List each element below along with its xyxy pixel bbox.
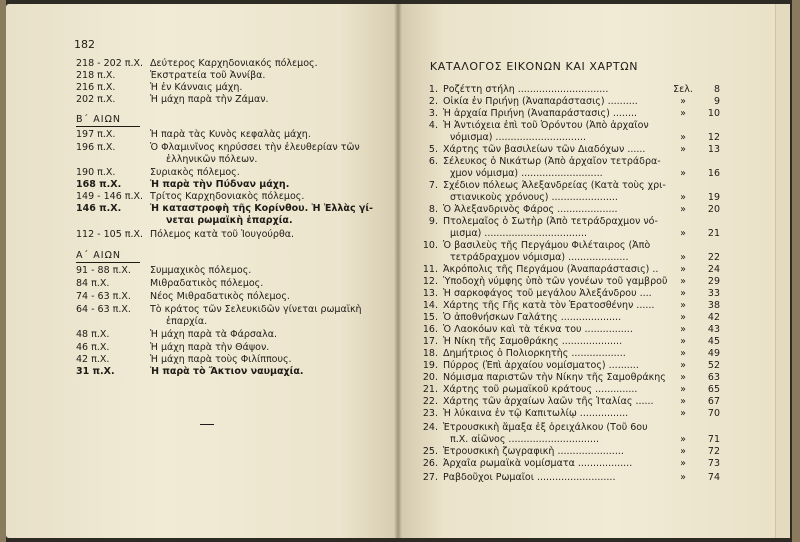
year: 31 π.Χ. — [76, 366, 115, 377]
entry-number: 5. — [428, 144, 438, 155]
entry-title: Ἡ Ἀντιόχεια ἐπὶ τοῦ Ὀρόντου (Ἀπὸ ἀρχαῖον — [443, 120, 649, 131]
entry-title: Χάρτης τῆς Γῆς κατὰ τὸν Ἐρατοσθένην ...... — [443, 300, 655, 311]
year: 190 π.Χ. — [76, 167, 116, 178]
entry-number: 22. — [422, 396, 438, 407]
entry-page-mark: » — [680, 96, 686, 107]
catalog-title: ΚΑΤΑΛΟΓΟΣ ΕΙΚΟΝΩΝ ΚΑΙ ΧΑΡΤΩΝ — [429, 60, 639, 73]
year: 112 - 105 π.Χ. — [76, 229, 144, 240]
header-underline — [76, 126, 140, 127]
entry-page-mark: » — [680, 458, 686, 469]
entry-page: 29 — [707, 276, 720, 287]
entry-page: 45 — [707, 336, 720, 347]
entry-number: 6. — [428, 156, 438, 167]
year: 202 π.Χ. — [76, 94, 116, 105]
entry-page: 13 — [707, 144, 720, 155]
entry-page: 10 — [707, 108, 720, 119]
entry-title: Ἀρχαῖα ρωμαϊκὰ νομίσματα .................. — [443, 458, 633, 469]
entry-title: Ὁ ἀποθνήσκων Γαλάτης .................... — [443, 312, 622, 323]
event: Ἡ μάχη παρὰ τὴν Ζάμαν. — [150, 94, 269, 105]
entry-page-mark: Σελ. — [673, 84, 693, 95]
year: 218 - 202 π.Χ. — [76, 58, 144, 69]
entry-page: 65 — [707, 384, 720, 395]
entry-title: Πτολεμαῖος ὁ Σωτὴρ (Ἀπὸ τετράδραχμον νό- — [443, 216, 658, 227]
entry-number: 18. — [422, 348, 438, 359]
entry-page: 70 — [707, 408, 720, 419]
entry-page: 52 — [707, 360, 720, 371]
entry-title: Ὁ βασιλεὺς τῆς Περγάμου Φιλέταιρος (Ἀπὸ — [443, 240, 651, 251]
year: 218 π.Χ. — [76, 70, 116, 81]
entry-title: Ἡ σαρκοφάγος τοῦ μεγάλου Ἀλεξάνδρου .... — [443, 288, 652, 299]
entry-page-mark: » — [680, 360, 686, 371]
entry-number: 19. — [422, 360, 438, 371]
entry-title: Ὁ Λαοκόων καὶ τὰ τέκνα του ................ — [443, 324, 633, 335]
event: Ἡ μάχη παρὰ τοὺς Φιλίππους. — [150, 354, 292, 365]
century-header-b-text: Β΄ ΑΙΩΝ — [76, 114, 121, 125]
event: Συριακὸς πόλεμος. — [150, 167, 240, 178]
entry-page-mark: » — [680, 434, 686, 445]
entry-page-mark: » — [680, 276, 686, 287]
entry-title: Πύρρος (Ἐπὶ ἀρχαίου νομίσματος) .......... — [443, 360, 639, 371]
entry-title: Χάρτης τῶν βασιλείων τῶν Διαδόχων ...... — [443, 144, 646, 155]
entry-page-mark: » — [680, 312, 686, 323]
end-rule — [200, 424, 214, 425]
year: 84 π.Χ. — [76, 278, 110, 289]
entry-page-mark: » — [680, 204, 686, 215]
entry-page: 9 — [713, 96, 720, 107]
entry-page-mark: » — [680, 144, 686, 155]
event: Ἡ καταστροφὴ τῆς Κορίνθου. Ἡ Ἑλλὰς γί- — [150, 203, 374, 214]
entry-title: Νόμισμα παριστῶν τὴν Νίκην τῆς Σαμοθράκης — [443, 372, 666, 383]
entry-title: Ἡ λύκαινα ἐν τῷ Καπιτωλίῳ ................ — [443, 408, 629, 419]
entry-page: 24 — [707, 264, 720, 275]
entry-page-mark: » — [680, 408, 686, 419]
year: 216 π.Χ. — [76, 82, 116, 93]
entry-page-mark: » — [680, 300, 686, 311]
entry-page-mark: » — [680, 168, 686, 179]
event: Ἡ μάχη παρὰ τὴν Θάψον. — [150, 342, 270, 353]
century-header-a-text: Α΄ ΑΙΩΝ — [76, 250, 121, 261]
event: Ἡ παρὰ τὴν Πύδναν μάχη. — [150, 179, 290, 190]
entry-title-continuation: στιανικοὺς χρόνους) ...................... — [450, 192, 618, 203]
entry-title: Οἰκία ἐν Πριήνῃ (Ἀναπαράστασις) .......... — [443, 96, 638, 107]
entry-page: 16 — [707, 168, 720, 179]
entry-page: 67 — [707, 396, 720, 407]
entry-page: 38 — [707, 300, 720, 311]
event: Ἡ παρὰ τὰς Κυνὸς κεφαλὰς μάχη. — [150, 129, 311, 140]
entry-number: 9. — [428, 216, 438, 227]
entry-page-mark: » — [680, 252, 686, 263]
entry-title: Χάρτης τοῦ ρωμαϊκοῦ κράτους .............. — [443, 384, 638, 395]
entry-page: 20 — [707, 204, 720, 215]
entry-title: Ὁ Ἀλεξανδρινὸς Φάρος .................... — [443, 204, 618, 215]
entry-page: 12 — [707, 132, 720, 143]
entry-page-mark: » — [680, 264, 686, 275]
entry-page: 73 — [707, 458, 720, 469]
year: 48 π.Χ. — [76, 329, 110, 340]
event: Τρίτος Καρχηδονιακὸς πόλεμος. — [150, 191, 305, 202]
event-continuation: νεται ρωμαϊκὴ ἐπαρχία. — [166, 215, 293, 226]
year: 149 - 146 π.Χ. — [76, 191, 144, 202]
year: 46 π.Χ. — [76, 342, 110, 353]
entry-number: 17. — [422, 336, 438, 347]
entry-number: 26. — [422, 458, 438, 469]
event: Πόλεμος κατὰ τοῦ Ἰουγούρθα. — [150, 229, 295, 240]
entry-number: 12. — [422, 276, 438, 287]
entry-number: 16. — [422, 324, 438, 335]
entry-page: 19 — [707, 192, 720, 203]
entry-page-mark: » — [680, 192, 686, 203]
entry-title: Σέλευκος ὁ Νικάτωρ (Ἀπὸ ἀρχαῖον τετράδρα- — [443, 156, 661, 167]
page-number: 182 — [74, 38, 95, 51]
entry-number: 23. — [422, 408, 438, 419]
entry-title: Ὑποδοχὴ νύμφης ὑπὸ τῶν γονέων τοῦ γαμβροῦ — [443, 276, 668, 287]
year: 196 π.Χ. — [76, 142, 116, 153]
entry-page: 8 — [713, 84, 720, 95]
entry-number: 10. — [422, 240, 438, 251]
entry-title: Ραβδοῦχοι Ρωμαῖοι .......................... — [443, 472, 616, 483]
entry-page-mark: » — [680, 132, 686, 143]
entry-page-mark: » — [680, 288, 686, 299]
entry-number: 1. — [428, 84, 438, 95]
entry-number: 27. — [422, 472, 438, 483]
entry-title: Ροζέττη στήλη .............................. — [443, 84, 609, 95]
entry-title: Ἡ ἀρχαία Πριήνη (Ἀναπαράστασις) ........ — [443, 108, 637, 119]
entry-page: 74 — [707, 472, 720, 483]
book-edge-right — [792, 0, 800, 542]
entry-title-continuation: χμον νόμισμα) ........................... — [450, 168, 603, 179]
entry-title-continuation: μισμα) .................................. — [450, 228, 587, 239]
entry-title: Ἐτρουσκικὴ ζωγραφικὴ ...................... — [443, 446, 624, 457]
year: 64 - 63 π.Χ. — [76, 304, 131, 315]
entry-page-mark: » — [680, 228, 686, 239]
year: 146 π.Χ. — [76, 203, 122, 214]
entry-page-mark: » — [680, 396, 686, 407]
entry-page: 43 — [707, 324, 720, 335]
entry-title: Ἐτρουσκικὴ ἅμαξα ἐξ ὀρειχάλκου (Τοῦ 6ου — [443, 422, 648, 433]
entry-title: Χάρτης τῶν ἀρχαίων λαῶν τῆς Ἰταλίας ...... — [443, 396, 654, 407]
book-gutter — [394, 4, 402, 538]
entry-number: 14. — [422, 300, 438, 311]
entry-number: 11. — [422, 264, 438, 275]
entry-page: 21 — [707, 228, 720, 239]
page-tab-edge — [775, 4, 790, 538]
entry-title: Δημήτριος ὁ Πολιορκητὴς .................. — [443, 348, 626, 359]
event-continuation: ἑλληνικῶν πόλεων. — [166, 154, 258, 165]
event: Μιθραδατικὸς πόλεμος. — [150, 278, 264, 289]
entry-page: 22 — [707, 252, 720, 263]
event: Ἡ ἐν Κάνναις μάχη. — [150, 82, 243, 93]
entry-page-mark: » — [680, 324, 686, 335]
entry-page: 72 — [707, 446, 720, 457]
entry-page-mark: » — [680, 372, 686, 383]
entry-number: 3. — [428, 108, 438, 119]
entry-title: Ἀκρόπολις τῆς Περγάμου (Ἀναπαράστασις) .. — [443, 264, 659, 275]
entry-page-mark: » — [680, 472, 686, 483]
event: Ἡ μάχη παρὰ τὰ Φάρσαλα. — [150, 329, 278, 340]
entry-title-continuation: π.Χ. αἰῶνος .............................. — [450, 434, 600, 445]
event: Ὁ Φλαμινῖνος κηρύσσει τὴν ἐλευθερίαν τῶν — [150, 142, 360, 153]
event: Ἡ παρὰ τὸ Ἄκτιον ναυμαχία. — [150, 366, 304, 377]
entry-number: 21. — [422, 384, 438, 395]
year: 42 π.Χ. — [76, 354, 110, 365]
header-underline — [76, 262, 140, 263]
century-header-a — [76, 250, 140, 263]
event: Νέος Μιθραδατικὸς πόλεμος. — [150, 291, 290, 302]
entry-number: 4. — [428, 120, 438, 131]
entry-page: 33 — [707, 288, 720, 299]
year: 197 π.Χ. — [76, 129, 116, 140]
entry-number: 25. — [422, 446, 438, 457]
entry-page: 63 — [707, 372, 720, 383]
entry-number: 2. — [428, 96, 438, 107]
year: 74 - 63 π.Χ. — [76, 291, 131, 302]
entry-page: 42 — [707, 312, 720, 323]
year: 91 - 88 π.Χ. — [76, 265, 131, 276]
century-header-b — [76, 114, 140, 127]
year: 168 π.Χ. — [76, 179, 122, 190]
event: Δεύτερος Καρχηδονιακός πόλεμος. — [150, 58, 318, 69]
event-continuation: ἐπαρχία. — [166, 316, 208, 327]
entry-number: 8. — [428, 204, 438, 215]
entry-page-mark: » — [680, 336, 686, 347]
entry-number: 13. — [422, 288, 438, 299]
entry-page: 71 — [707, 434, 720, 445]
event: Συμμαχικὸς πόλεμος. — [150, 265, 252, 276]
entry-page-mark: » — [680, 348, 686, 359]
entry-number: 15. — [422, 312, 438, 323]
entry-title-continuation: τετράδραχμον νόμισμα) .................... — [450, 252, 629, 263]
entry-number: 7. — [428, 180, 438, 191]
event: Τὸ κράτος τῶν Σελευκιδῶν γίνεται ρωμαϊκὴ — [150, 304, 362, 315]
entry-title-continuation: νόμισμα) .............................. — [450, 132, 587, 143]
entry-page-mark: » — [680, 384, 686, 395]
entry-title: Ἡ Νίκη τῆς Σαμοθράκης .................... — [443, 336, 623, 347]
entry-page-mark: » — [680, 108, 686, 119]
entry-number: 20. — [422, 372, 438, 383]
entry-title: Σχέδιον πόλεως Ἀλεξανδρείας (Κατὰ τοὺς χρι- — [443, 180, 666, 191]
entry-number: 24. — [422, 422, 438, 433]
event: Ἐκστρατεία τοῦ Ἀννίβα. — [150, 70, 266, 81]
entry-page: 49 — [707, 348, 720, 359]
entry-page-mark: » — [680, 446, 686, 457]
